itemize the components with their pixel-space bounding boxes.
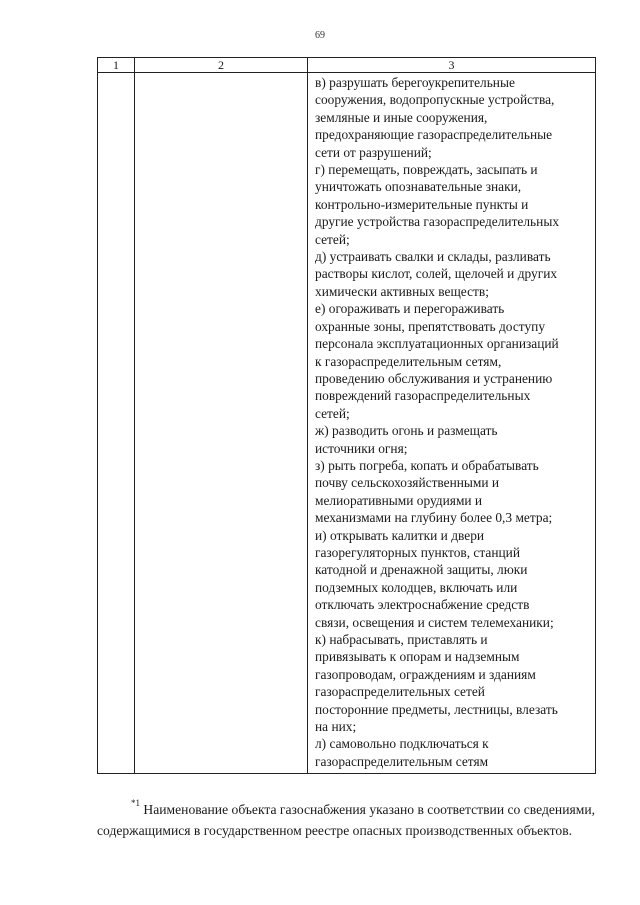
- prohibition-line: на них;: [315, 719, 357, 735]
- prohibition-line: е) огораживать и перегораживать: [315, 301, 505, 317]
- prohibition-line: мелиоративными орудиями и: [315, 492, 483, 508]
- prohibition-line: газопроводам, ограждениям и зданиям: [315, 666, 536, 682]
- prohibition-line: охранные зоны, препятствовать доступу: [315, 318, 546, 334]
- prohibition-line: сетей;: [315, 405, 350, 421]
- prohibition-line: к) набрасывать, приставлять и: [315, 632, 488, 647]
- table-body-row: [98, 73, 596, 774]
- prohibition-line: сети от разрушений;: [315, 144, 432, 160]
- prohibition-line: газораспределительных сетей: [315, 684, 485, 700]
- column-1-cell: [98, 73, 135, 774]
- prohibition-line: подземных колодцев, включать или: [315, 579, 518, 595]
- footnote-marker: *1: [131, 798, 140, 808]
- column-3-cell: [308, 73, 596, 774]
- prohibition-line: другие устройства газораспределительных: [315, 214, 560, 230]
- prohibition-line: связи, освещения и систем телемеханики;: [315, 614, 554, 630]
- prohibition-line: и) открывать калитки и двери: [315, 527, 485, 543]
- prohibition-line: г) перемещать, повреждать, засыпать и: [315, 162, 538, 178]
- footnote-text: Наименование объекта газоснабжения указано в соответствии со сведениями, содержащимися в государственном реестре опасных производственных объектов.: [97, 802, 595, 838]
- footnote: [97, 799, 595, 841]
- page-number: 69: [315, 30, 325, 41]
- regulation-table: [97, 57, 596, 774]
- prohibition-line: сетей;: [315, 231, 350, 247]
- prohibition-line: сооружения, водопропускные устройства,: [315, 92, 555, 108]
- prohibition-line: катодной и дренажной защиты, люки: [315, 562, 528, 578]
- prohibition-line: повреждений газораспределительных: [315, 388, 531, 404]
- prohibition-line: почву сельскохозяйственными и: [315, 475, 500, 491]
- prohibition-line: газорегуляторных пунктов, станций: [315, 544, 521, 560]
- prohibition-line: д) устраивать свалки и склады, разливать: [315, 249, 551, 265]
- table-header-row: [98, 58, 596, 73]
- prohibition-line: посторонние предметы, лестницы, влезать: [315, 701, 558, 717]
- prohibition-line: химически активных веществ;: [315, 283, 489, 299]
- prohibition-line: проведению обслуживания и устранению: [315, 370, 553, 386]
- prohibition-line: контрольно-измерительные пункты и: [315, 196, 529, 212]
- prohibition-line: персонала эксплуатационных организаций: [315, 336, 559, 352]
- prohibition-line: л) самовольно подключаться к: [315, 736, 489, 752]
- prohibition-line: предохраняющие газораспределительные: [315, 127, 553, 143]
- prohibitions-list: [308, 73, 595, 770]
- prohibition-line: привязывать к опорам и надземным: [315, 649, 520, 665]
- prohibition-line: к газораспределительным сетям,: [315, 353, 502, 369]
- prohibition-line: в) разрушать берегоукрепительные: [315, 75, 515, 90]
- column-header-1: 1: [98, 58, 135, 73]
- column-header-2: 2: [135, 58, 308, 73]
- column-header-3: 3: [308, 58, 596, 73]
- prohibition-line: источники огня;: [315, 440, 408, 456]
- prohibition-line: отключать электроснабжение средств: [315, 597, 530, 613]
- prohibition-line: механизмами на глубину более 0,3 метра;: [315, 510, 553, 526]
- prohibition-line: ж) разводить огонь и размещать: [315, 423, 498, 439]
- prohibition-line: газораспределительным сетям: [315, 753, 489, 769]
- prohibition-line: з) рыть погреба, копать и обрабатывать: [315, 457, 539, 473]
- prohibition-line: земляные и иные сооружения,: [315, 109, 488, 125]
- prohibition-line: уничтожать опознавательные знаки,: [315, 179, 522, 195]
- column-2-cell: [135, 73, 308, 774]
- prohibition-line: растворы кислот, солей, щелочей и других: [315, 266, 558, 282]
